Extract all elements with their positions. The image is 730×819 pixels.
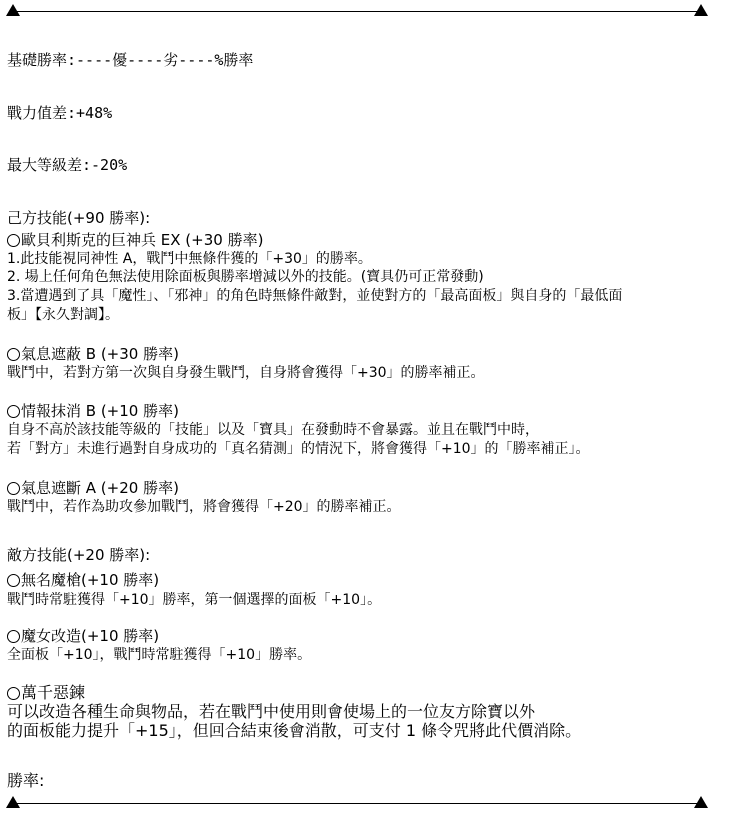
triangle-up-icon bbox=[694, 796, 708, 808]
enemy-skills-heading: 敵方技能(+20 勝率): bbox=[7, 546, 151, 564]
skill-desc: 2. 場上任何角色無法使用除面板與勝率增減以外的技能。(寶具仍可正常發動) bbox=[7, 269, 484, 285]
circle-icon bbox=[7, 574, 20, 587]
skill-title: 無名魔槍(+10 勝率) bbox=[7, 571, 159, 589]
skill-title: 萬千惡鍊 bbox=[7, 683, 85, 702]
bottom-divider bbox=[6, 796, 708, 810]
skill-desc: 3.當遭遇到了具「魔性」、「邪神」的角色時無條件敵對，並使對方的「最高面板」與自身的「最低面 bbox=[7, 288, 623, 304]
skill-title: 氣息遮斷 A (+20 勝率) bbox=[7, 479, 179, 497]
max-level-diff: 最大等級差:-20% bbox=[7, 156, 128, 174]
triangle-up-icon bbox=[6, 4, 20, 16]
top-divider bbox=[6, 4, 708, 18]
triangle-up-icon bbox=[694, 4, 708, 16]
skill-title: 歐貝利斯克的巨神兵 EX (+30 勝率) bbox=[7, 231, 263, 249]
skill-desc: 板」【永久對調】。 bbox=[7, 307, 119, 323]
circle-icon bbox=[7, 687, 20, 700]
win-rate: 勝率: bbox=[7, 771, 45, 790]
circle-icon bbox=[7, 482, 20, 495]
skill-desc: 戰鬥中，若對方第一次與自身發生戰鬥，自身將會獲得「+30」的勝率補正。 bbox=[7, 365, 485, 381]
triangle-up-icon bbox=[6, 796, 20, 808]
skill-desc: 自身不高於該技能等級的「技能」以及「寶具」在發動時不會暴露。並且在戰鬥中時， bbox=[7, 422, 539, 438]
circle-icon bbox=[7, 405, 20, 418]
skill-desc: 戰鬥時常駐獲得「+10」勝率，第一個選擇的面板「+10」。 bbox=[7, 592, 382, 608]
skill-desc: 可以改造各種生命與物品，若在戰鬥中使用則會使場上的一位友方除寶以外 bbox=[7, 702, 536, 721]
circle-icon bbox=[7, 234, 20, 247]
circle-icon bbox=[7, 630, 20, 643]
base-rate: 基礎勝率:----優----劣----%勝率 bbox=[7, 51, 254, 69]
skill-desc: 若「對方」未進行過對自身成功的「真名猜測」的情況下，將會獲得「+10」的「勝率補正」。 bbox=[7, 441, 590, 457]
skill-title: 情報抹消 B (+10 勝率) bbox=[7, 402, 179, 420]
power-diff: 戰力值差:+48% bbox=[7, 104, 113, 122]
skill-desc: 全面板「+10」，戰鬥時常駐獲得「+10」勝率。 bbox=[7, 647, 312, 663]
ally-skills-heading: 己方技能(+90 勝率): bbox=[7, 209, 151, 227]
skill-desc: 1.此技能視同神性 A，戰鬥中無條件獲的「+30」的勝率。 bbox=[7, 251, 372, 267]
skill-desc: 戰鬥中，若作為助攻參加戰鬥，將會獲得「+20」的勝率補正。 bbox=[7, 499, 401, 515]
circle-icon bbox=[7, 348, 20, 361]
skill-title: 氣息遮蔽 B (+30 勝率) bbox=[7, 345, 179, 363]
skill-title: 魔女改造(+10 勝率) bbox=[7, 627, 159, 645]
skill-desc: 的面板能力提升「+15」，但回合結束後會消散，可支付 1 條令咒將此代價消除。 bbox=[7, 721, 582, 740]
